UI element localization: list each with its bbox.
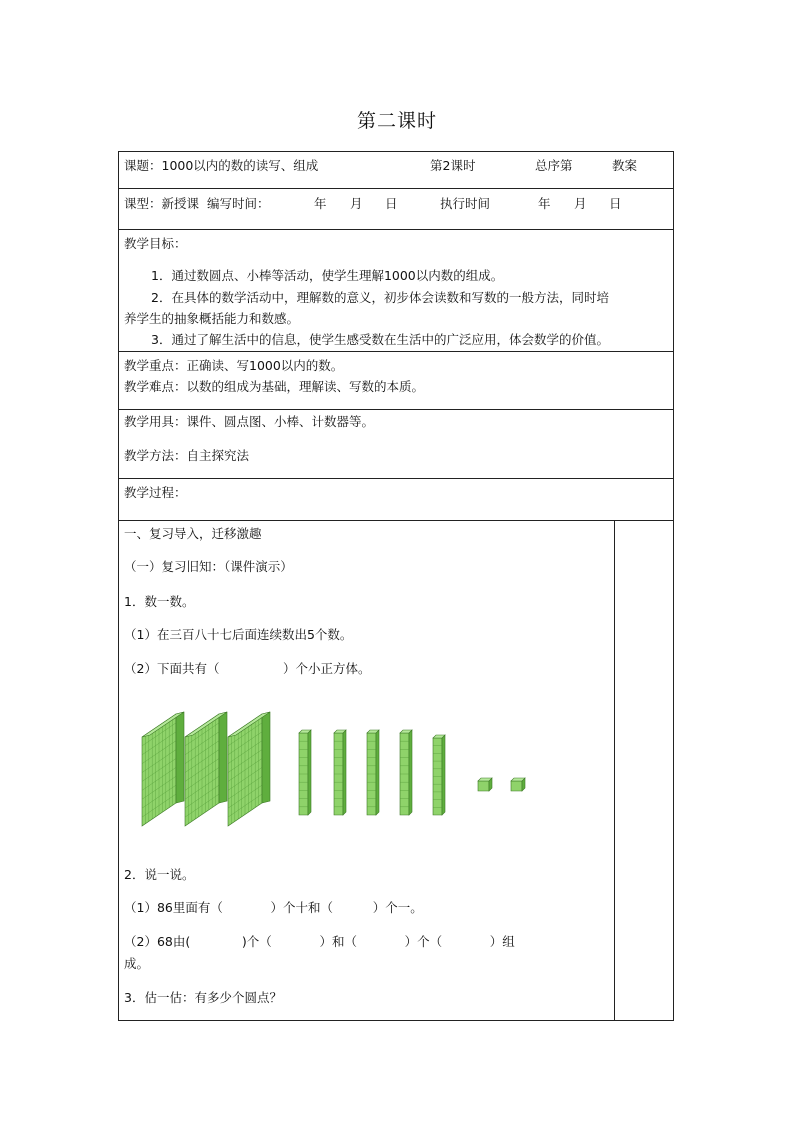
exec-month: 月 [574,196,587,211]
plan-text: 教案 [612,158,638,173]
ten-rod-side [442,735,445,815]
written-year: 年 [314,196,327,211]
goal-3: 3．通过了解生活中的信息，使学生感受数在生活中的广泛应用，体会数学的价值。 [151,332,609,347]
written-time-label: 编写时间： [207,196,270,211]
one-cube [511,781,522,791]
key-point: 教学重点：正确读、写1000以内的数。 [124,358,344,373]
goal-1: 1．通过数圆点、小棒等活动，使学生理解1000以内数的组成。 [151,268,504,283]
ten-rod-side [308,730,311,815]
exec-time-label: 执行时间 [440,196,491,211]
count-subtask-1: （1）在三百八十七后面连续数出5个数。 [124,627,353,642]
hundred-flat-side [176,712,184,803]
count-task: 1．数一数。 [124,594,195,609]
speak-subtask-2-line-2: 成。 [124,956,150,971]
process-heading: 教学过程： [124,485,187,500]
written-day: 日 [385,196,398,211]
hundred-flat-side [262,712,270,803]
ten-rod-side [376,730,379,815]
page-title: 第二课时 [356,110,437,132]
section-intro: 一、复习导入，迁移激趣 [124,526,262,541]
teaching-tools: 教学用具：课件、圆点图、小棒、计数器等。 [124,414,375,429]
goals-heading: 教学目标： [124,236,187,251]
exec-year: 年 [538,196,551,211]
ten-rod-side [409,730,412,815]
ten-rod-side [343,730,346,815]
goal-2-line-1: 2．在具体的数学活动中，理解数的意义，初步体会读数和写数的一般方法，同时培 [151,290,609,305]
goal-2-line-2: 养学生的抽象概括能力和数感。 [124,311,300,326]
period-text: 第2课时 [430,158,476,173]
count-subtask-2: （2）下面共有（ ）个小正方体。 [124,661,371,676]
one-cube [478,781,489,791]
lesson-type: 课型：新授课 [124,196,200,211]
speak-subtask-2-line-1: （2）68由( )个（ ）和（ ）个（ ）组 [124,934,515,949]
speak-subtask-1: （1）86里面有（ ）个十和（ ）个一。 [124,900,423,915]
review-heading: （一）复习旧知：（课件演示） [124,559,293,574]
teaching-method: 教学方法：自主探究法 [124,448,250,463]
hundred-flat-side [219,712,227,803]
estimate-task: 3．估一估：有多少个圆点？ [124,990,282,1005]
topic-text: 课题：1000以内的数的读写、组成 [124,158,319,173]
exec-day: 日 [609,196,622,211]
written-month: 月 [350,196,363,211]
serial-text: 总序第 [535,158,573,173]
speak-task: 2．说一说。 [124,867,195,882]
difficult-point: 教学难点：以数的组成为基础，理解读、写数的本质。 [124,379,425,394]
